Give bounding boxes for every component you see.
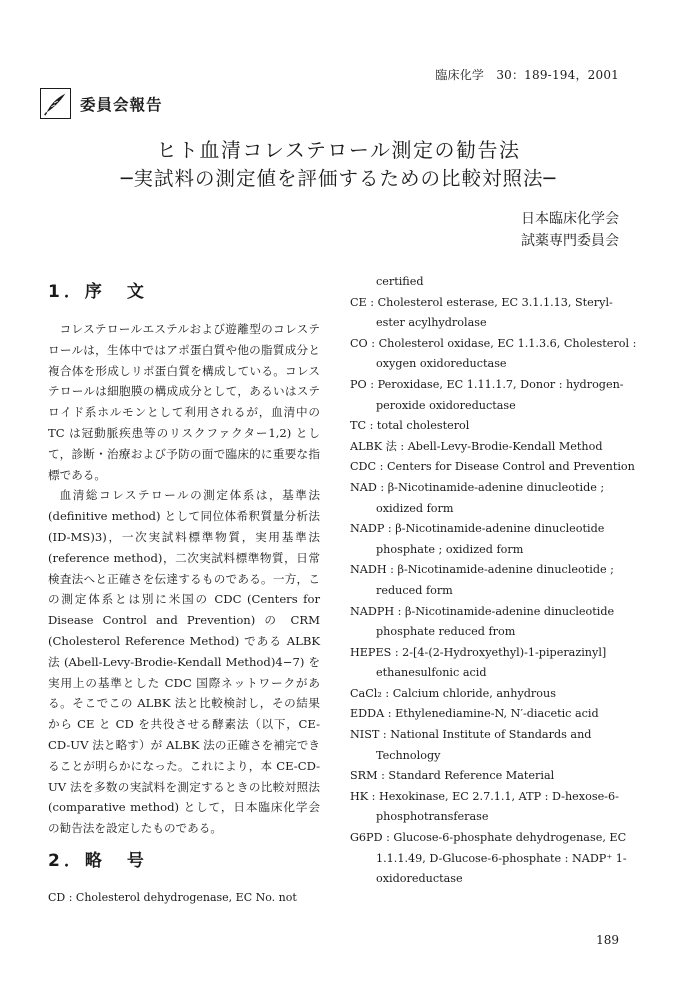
abbreviation-entry: CE : Cholesterol esterase, EC 3.1.1.13, Steryl-ester acylhydrolase (350, 295, 613, 330)
abbreviation-entry: TC : total cholesterol (350, 419, 470, 433)
abbreviation-entry: CO : Cholesterol oxidase, EC 1.1.3.6, Cholesterol : oxygen oxidoreductase (350, 336, 637, 371)
abbreviation-entry: SRM : Standard Reference Material (350, 769, 555, 783)
article-subtitle: ─実試料の測定値を評価するための比較対照法─ (120, 167, 557, 190)
abbreviation-entry: HK : Hexokinase, EC 2.7.1.1, ATP : D-hexose-6-phosphotransferase (350, 789, 619, 824)
abbreviation-entry-cd: CD : Cholesterol dehydrogenase, EC No. not (48, 890, 297, 904)
feather-pen-icon (40, 88, 71, 119)
section-heading-abbreviations: 2．略 号 (48, 850, 148, 871)
abbreviation-continued: certified (376, 275, 424, 288)
abbreviation-entry: ALBK 法 : Abell-Levy-Brodie-Kendall Method (350, 439, 603, 453)
abbreviation-entry: NADPH : β-Nicotinamide-adenine dinucleotide phosphate reduced from (350, 604, 615, 639)
abbreviation-entry: PO : Peroxidase, EC 1.11.1.7, Donor : hydrogen-peroxide oxidoreductase (350, 377, 624, 412)
abbreviation-list (350, 293, 640, 890)
section-badge (40, 88, 163, 119)
author-society: 日本臨床化学会 (521, 211, 619, 227)
right-column (350, 272, 640, 890)
abbreviation-entry: HEPES : 2-[4-(2-Hydroxyethyl)-1-piperazinyl] ethanesulfonic acid (350, 645, 607, 680)
authors (521, 208, 619, 252)
abbreviation-entry: CDC : Centers for Disease Control and Prevention (350, 460, 635, 474)
abbreviation-entry: G6PD : Glucose-6-phosphate dehydrogenase, EC 1.1.1.49, D-Glucose-6-phosphate : NADP⁺ 1-oxidoreductase (350, 831, 627, 886)
abbreviation-entry: NADP : β-Nicotinamide-adenine dinucleotide phosphate ; oxidized form (350, 522, 605, 556)
abbreviation-entry: EDDA : Ethylenediamine-N, N′-diacetic acid (350, 707, 599, 721)
abbreviation-entry: CaCl₂ : Calcium chloride, anhydrous (350, 686, 556, 700)
abbreviation-entry: NIST : National Institute of Standards and Technology (350, 728, 592, 762)
article-title: ヒト血清コレステロール測定の勧告法 (156, 138, 521, 162)
author-committee: 試薬専門委員会 (521, 233, 619, 249)
section-heading-introduction: 1．序 文 (48, 282, 148, 302)
introduction-paragraph-2: 血清総コレステロールの測定体系は，基準法 (definitive method) として同位体希釈質量分析法 (ID-MS)3)，一次実試料標準物質，実用基準法 (reference method)，二次実試料標準物質，日常検査法へと正確さを伝達するものである。一方，この測定体系とは別に米国の CDC (Centers for Disease Control and Prevention) の CRM (Cholesterol Reference Method) である ALBK 法 (Abell-Levy-Brodie-Kendall Method)4−7) を実用上の基準とした CDC 国際ネットワークがある。そこでこの ALBK 法と比較検討し，その結果から CE と CD を共役させる酵素法（以下，CE-CD-UV 法と略す）が ALBK 法の正確さを補完できることが明らかになった。これにより，本 CE-CD-UV 法を多数の実試料を測定するときの比較対照法 (comparative method) として，日本臨床化学会の勧告法を設定したものである。 (48, 488, 320, 836)
abbreviation-entry: NAD : β-Nicotinamide-adenine dinucleotide ; oxidized form (350, 480, 605, 515)
introduction-paragraph-1: コレステロールエステルおよび遊離型のコレステロールは，生体中ではアポ蛋白質や他の脂質成分と複合体を形成しリポ蛋白質を構成している。コレステロールは細胞膜の構成成分として，あるいはステロイド系ホルモンとして利用されるが，血清中の TC は冠動脈疾患等のリスクファクター1,2) として，診断・治療および予防の面で臨床的に重要な指標である。 (48, 322, 320, 482)
left-column (48, 280, 320, 908)
abbreviation-entry: NADH : β-Nicotinamide-adenine dinucleotide ; reduced form (350, 563, 614, 597)
section-badge-label: 委員会報告 (80, 95, 163, 114)
journal-reference: 臨床化学 30：189-194，2001 (435, 68, 619, 82)
page-number: 189 (596, 933, 619, 947)
